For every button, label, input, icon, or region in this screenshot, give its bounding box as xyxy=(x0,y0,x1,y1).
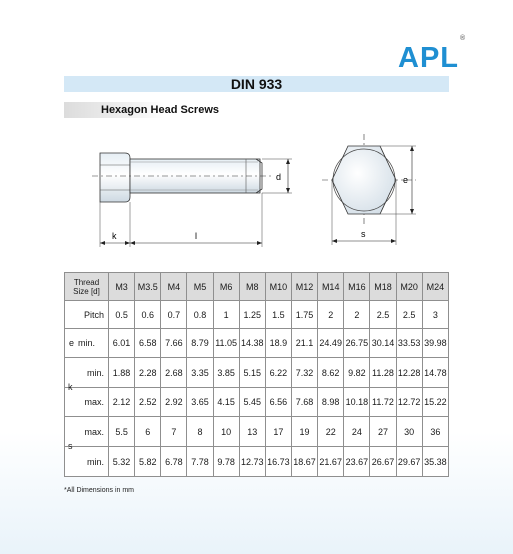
size-header: M6 xyxy=(213,273,239,301)
table-cell: 2.5 xyxy=(396,301,422,329)
size-header: M14 xyxy=(318,273,344,301)
table-cell: 1.25 xyxy=(239,301,265,329)
table-cell: 14.78 xyxy=(422,358,448,388)
logo-text: APL xyxy=(398,42,459,74)
table-cell: 7.32 xyxy=(291,358,317,388)
row-label: max. xyxy=(65,417,109,447)
row-group-label: s xyxy=(68,441,73,451)
table-cell: 0.6 xyxy=(135,301,161,329)
row-label: min. xyxy=(65,447,109,477)
table-cell: 2.5 xyxy=(370,301,396,329)
table-cell: 1.88 xyxy=(109,358,135,388)
table-cell: 12.73 xyxy=(239,447,265,477)
table-cell: 6.78 xyxy=(161,447,187,477)
table-cell: 0.7 xyxy=(161,301,187,329)
table-body xyxy=(65,301,449,477)
header-line: Size [d] xyxy=(73,286,100,296)
table-row xyxy=(65,301,449,329)
table-cell: 3.85 xyxy=(213,358,239,388)
table-cell: 2 xyxy=(344,301,370,329)
dim-label-l: l xyxy=(195,231,197,241)
dim-label-s: s xyxy=(361,229,366,239)
size-header: M18 xyxy=(370,273,396,301)
row-sub-label: min. xyxy=(78,338,96,348)
table-cell: 24 xyxy=(344,417,370,447)
table-cell: 5.45 xyxy=(239,388,265,417)
registered-mark: ® xyxy=(460,35,467,43)
row-label: Pitch xyxy=(65,301,109,329)
table-cell: 21.1 xyxy=(291,329,317,358)
row-group-label: k xyxy=(68,381,73,392)
table-row xyxy=(65,358,449,388)
row-group-label: e xyxy=(69,338,75,348)
table-cell: 11.05 xyxy=(213,329,239,358)
table-cell: 39.98 xyxy=(422,329,448,358)
thread-size-header xyxy=(65,273,109,301)
table-cell: 17 xyxy=(265,417,291,447)
row-label xyxy=(65,329,109,358)
header-line: Thread xyxy=(73,277,100,287)
table-cell: 7.78 xyxy=(187,447,213,477)
table-cell: 0.8 xyxy=(187,301,213,329)
table-cell: 18.67 xyxy=(291,447,317,477)
table-cell: 36 xyxy=(422,417,448,447)
table-cell: 7 xyxy=(161,417,187,447)
bolt-end-view xyxy=(322,134,416,245)
footnote: *All Dimensions in mm xyxy=(64,487,135,494)
table-cell: 10.18 xyxy=(344,388,370,417)
table-cell: 8.79 xyxy=(187,329,213,358)
table-cell: 11.28 xyxy=(370,358,396,388)
table-cell: 24.49 xyxy=(318,329,344,358)
table-header-row xyxy=(65,273,449,301)
table-row xyxy=(65,447,449,477)
size-header: M3.5 xyxy=(135,273,161,301)
table-cell: 14.38 xyxy=(239,329,265,358)
table-cell: 30.14 xyxy=(370,329,396,358)
table-cell: 4.15 xyxy=(213,388,239,417)
table-cell: 5.5 xyxy=(109,417,135,447)
table-cell: 11.72 xyxy=(370,388,396,417)
table-cell: 8 xyxy=(187,417,213,447)
table-cell: 0.5 xyxy=(109,301,135,329)
row-label: max. xyxy=(65,388,109,417)
table-cell: 2.12 xyxy=(109,388,135,417)
table-cell: 21.67 xyxy=(318,447,344,477)
dimension-table xyxy=(64,272,449,477)
table-cell: 2.52 xyxy=(135,388,161,417)
table-cell: 1.75 xyxy=(291,301,317,329)
table-cell: 19 xyxy=(291,417,317,447)
table-cell: 6.56 xyxy=(265,388,291,417)
size-header: M5 xyxy=(187,273,213,301)
table-cell: 27 xyxy=(370,417,396,447)
table-cell: 16.73 xyxy=(265,447,291,477)
dim-label-e: e xyxy=(403,175,409,185)
table-cell: 9.82 xyxy=(344,358,370,388)
dim-label-d: d xyxy=(276,172,282,182)
table-cell: 2 xyxy=(318,301,344,329)
table-cell: 6 xyxy=(135,417,161,447)
table-cell: 26.75 xyxy=(344,329,370,358)
table-cell: 1.5 xyxy=(265,301,291,329)
table-cell: 1 xyxy=(213,301,239,329)
table-cell: 33.53 xyxy=(396,329,422,358)
table-cell: 6.01 xyxy=(109,329,135,358)
size-header: M24 xyxy=(422,273,448,301)
table-cell: 29.67 xyxy=(396,447,422,477)
table-cell: 15.22 xyxy=(422,388,448,417)
table-cell: 2.92 xyxy=(161,388,187,417)
table-cell: 35.38 xyxy=(422,447,448,477)
table-cell: 2.28 xyxy=(135,358,161,388)
table-cell: 3.65 xyxy=(187,388,213,417)
table-row xyxy=(65,329,449,358)
table-cell: 5.82 xyxy=(135,447,161,477)
table-cell: 3 xyxy=(422,301,448,329)
table-row xyxy=(65,417,449,447)
size-header: M10 xyxy=(265,273,291,301)
table-cell: 18.9 xyxy=(265,329,291,358)
product-subtitle: Hexagon Head Screws xyxy=(101,104,219,116)
size-header: M8 xyxy=(239,273,265,301)
table-cell: 23.67 xyxy=(344,447,370,477)
size-header: M20 xyxy=(396,273,422,301)
table-cell: 30 xyxy=(396,417,422,447)
table-cell: 5.15 xyxy=(239,358,265,388)
table-cell: 5.32 xyxy=(109,447,135,477)
size-header: M3 xyxy=(109,273,135,301)
table-cell: 26.67 xyxy=(370,447,396,477)
table-cell: 6.58 xyxy=(135,329,161,358)
table-cell: 7.66 xyxy=(161,329,187,358)
table-cell: 13 xyxy=(239,417,265,447)
table-cell: 2.68 xyxy=(161,358,187,388)
table-cell: 12.28 xyxy=(396,358,422,388)
size-header: M12 xyxy=(291,273,317,301)
size-header: M4 xyxy=(161,273,187,301)
size-header: M16 xyxy=(344,273,370,301)
dim-label-k: k xyxy=(112,231,117,241)
table-cell: 22 xyxy=(318,417,344,447)
table-cell: 9.78 xyxy=(213,447,239,477)
bolt-side-view xyxy=(92,153,292,247)
table-cell: 7.68 xyxy=(291,388,317,417)
page-title: DIN 933 xyxy=(230,76,283,92)
table-cell: 10 xyxy=(213,417,239,447)
table-cell: 8.62 xyxy=(318,358,344,388)
table-cell: 8.98 xyxy=(318,388,344,417)
table-row xyxy=(65,388,449,417)
table-cell: 6.22 xyxy=(265,358,291,388)
row-label: min. xyxy=(65,358,109,388)
table-cell: 12.72 xyxy=(396,388,422,417)
table-cell: 3.35 xyxy=(187,358,213,388)
